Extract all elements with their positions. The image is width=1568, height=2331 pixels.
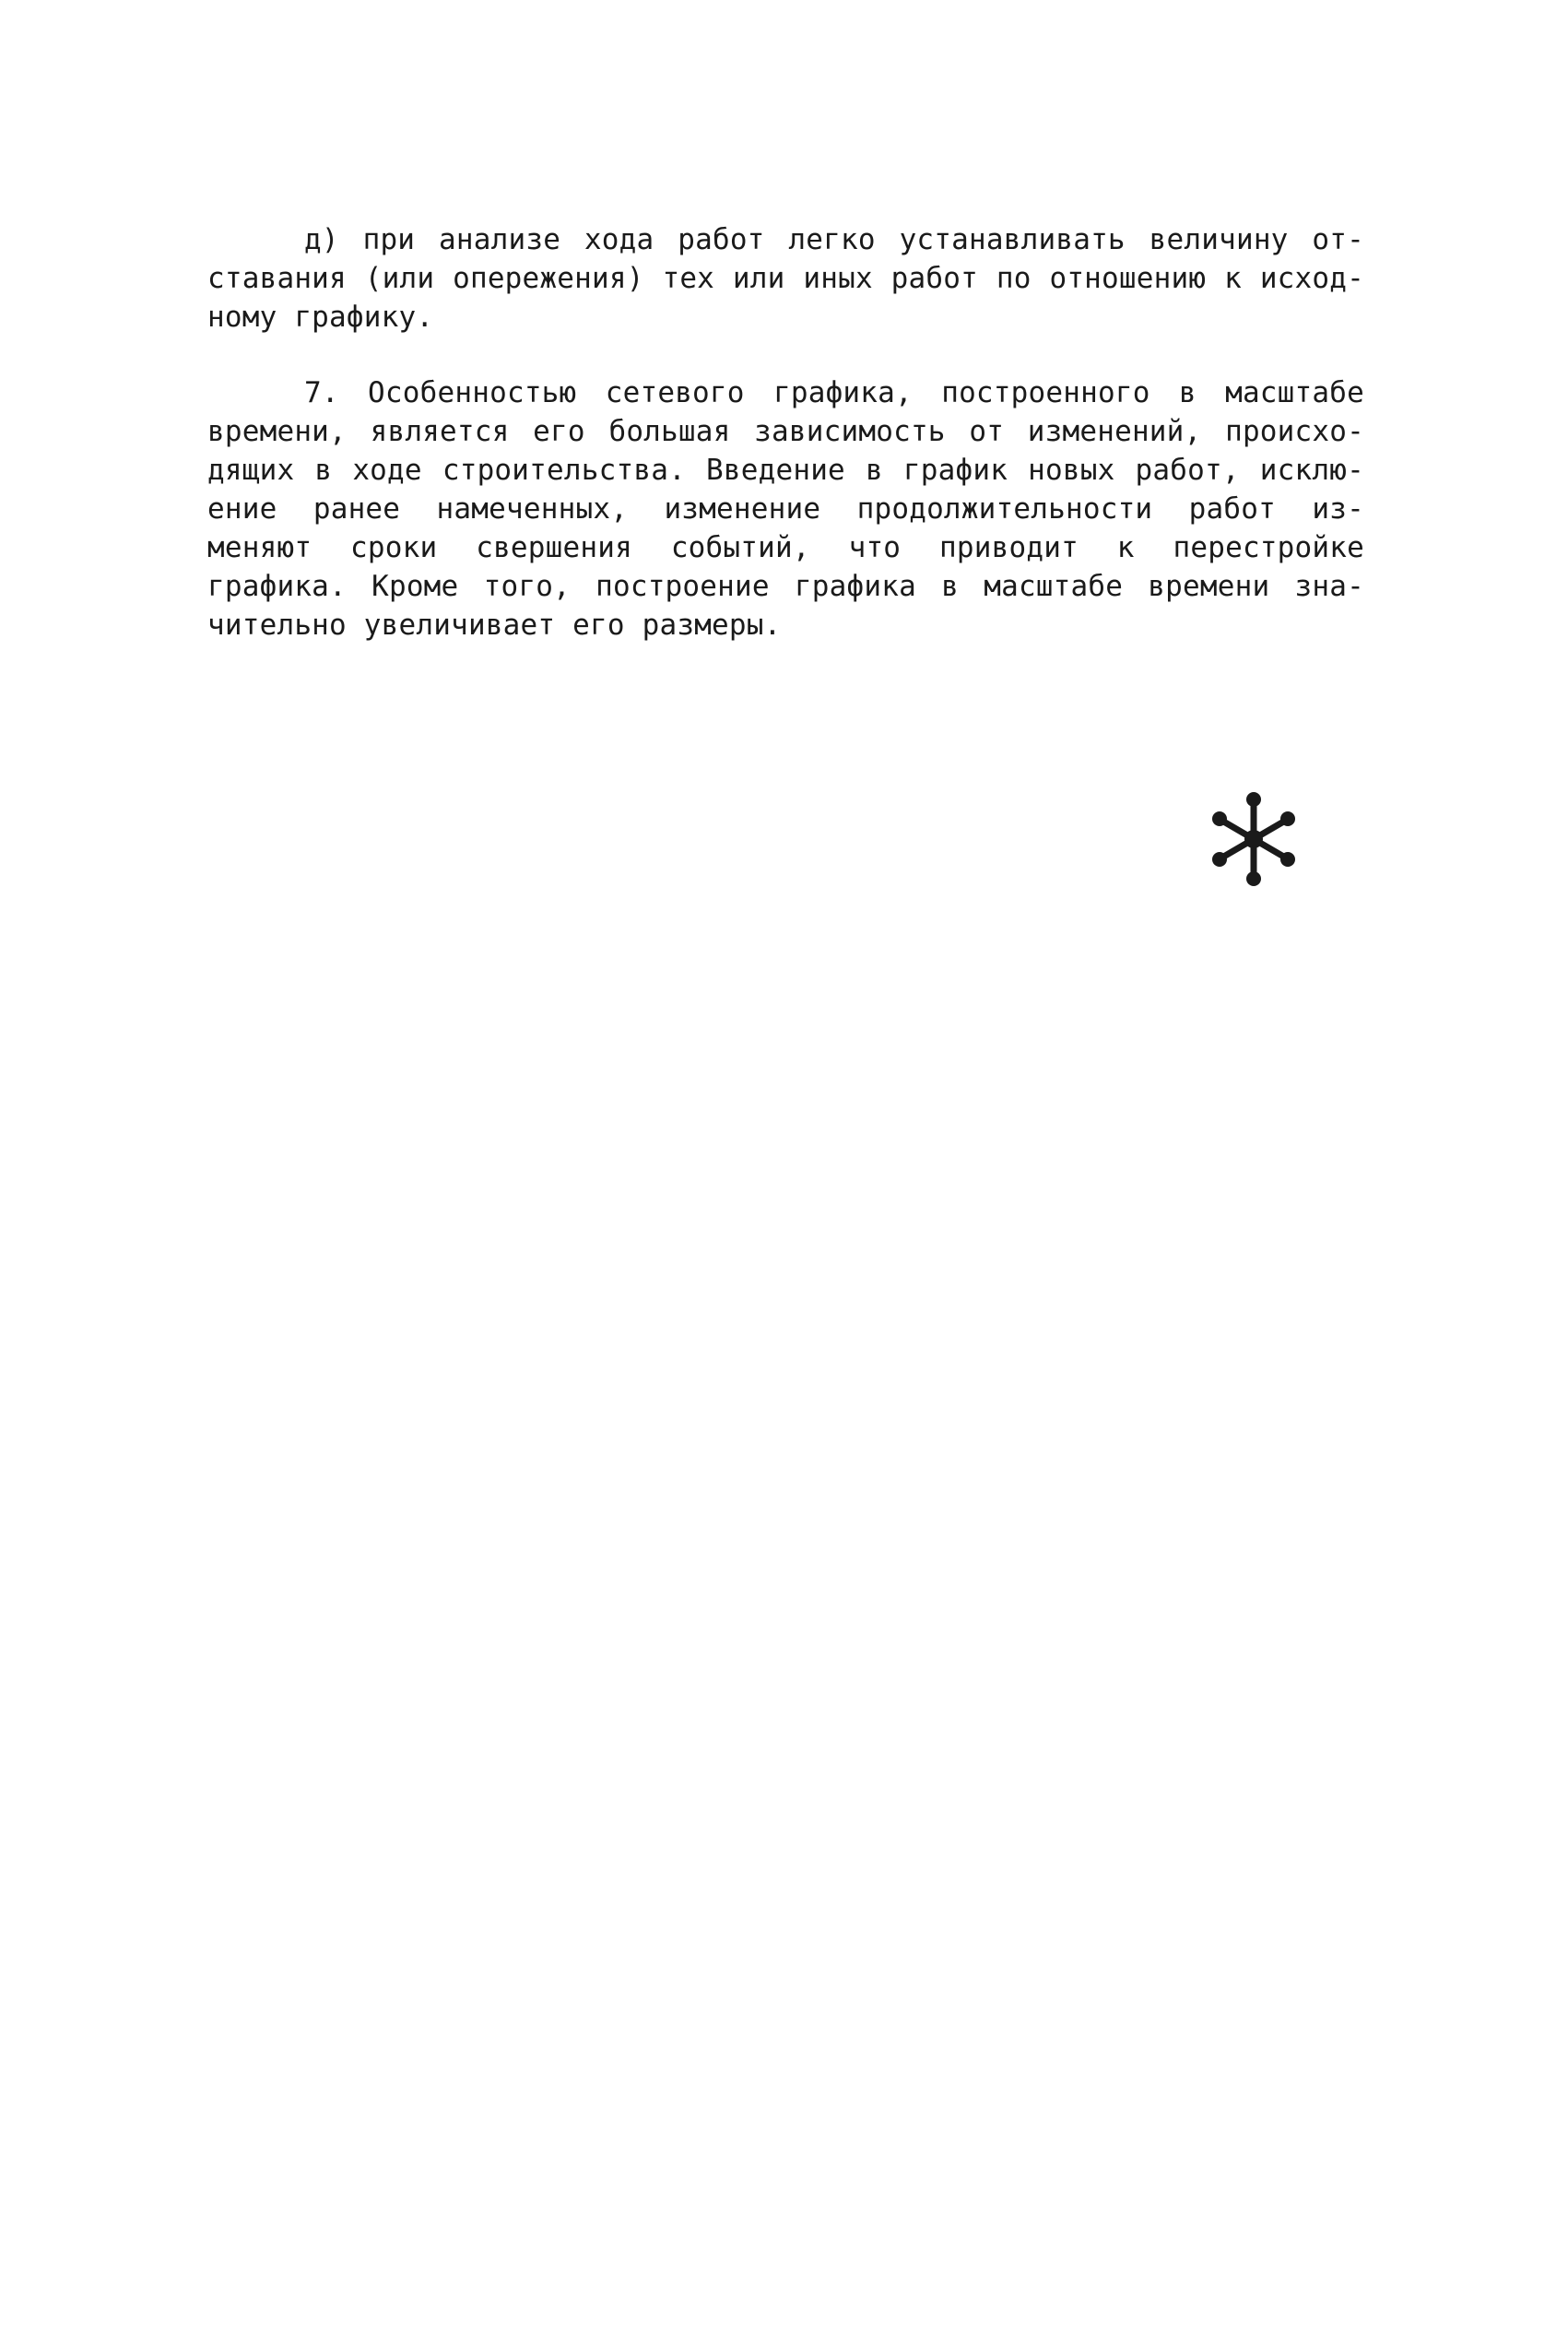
text-line: меняют сроки свершения событий, что приводит к перестройке — [207, 531, 1364, 564]
text-line: графика. Кроме того, построение графика в масштабе времени зна- — [207, 570, 1364, 603]
asterisk-icon — [1206, 791, 1302, 887]
text-line: дящих в ходе строительства. Введение в график новых работ, исклю- — [207, 454, 1364, 487]
text-line: 7. Особенностью сетевого графика, построенного в масштабе — [304, 376, 1364, 409]
text-line: чительно увеличивает его размеры. — [207, 609, 782, 642]
text-line: ному графику. — [207, 301, 434, 334]
text-line: ение ранее намеченных, изменение продолжительности работ из- — [207, 492, 1364, 526]
text-line: времени, является его большая зависимость от изменений, происхо- — [207, 415, 1364, 448]
text-line: ставания (или опережения) тех или иных работ по отношению к исход- — [207, 262, 1364, 295]
paragraph-item-7 — [207, 373, 1364, 645]
text-line: д) при анализе хода работ легко устанавливать величину от- — [304, 223, 1364, 256]
paragraph-item-d — [207, 220, 1364, 337]
